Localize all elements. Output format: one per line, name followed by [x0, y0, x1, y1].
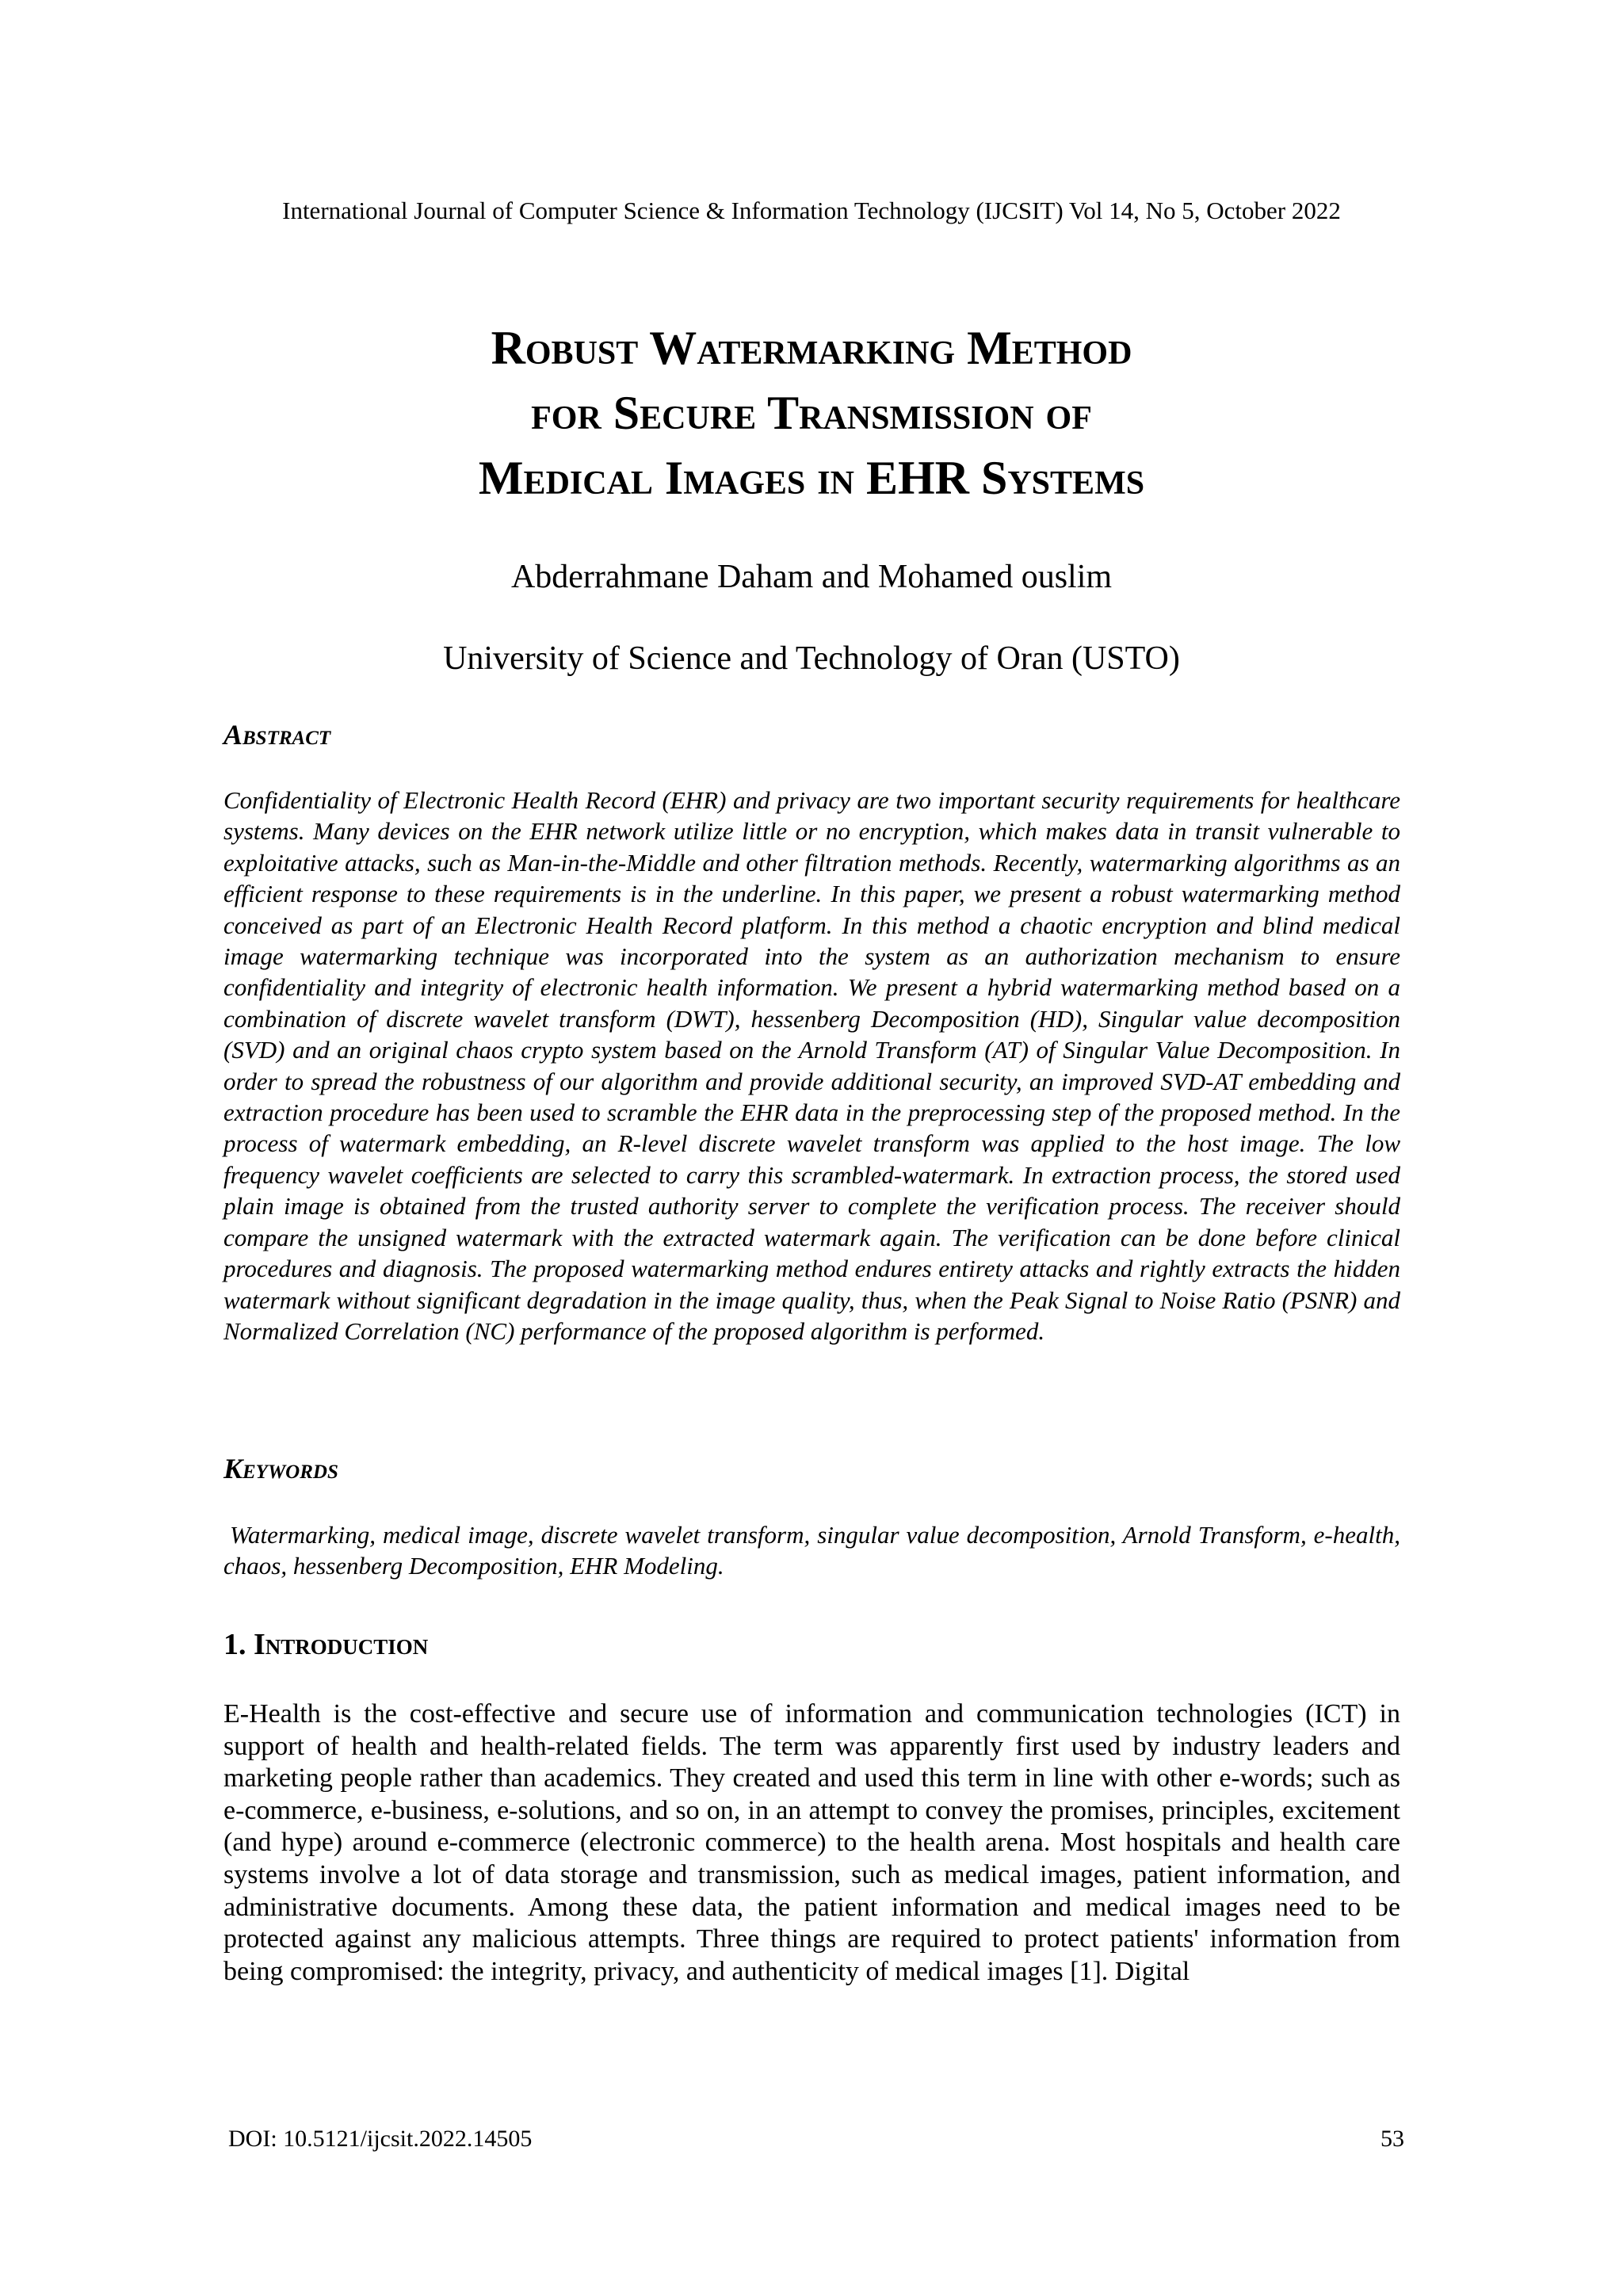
keywords-text: Watermarking, medical image, discrete wavelet transform, singular value decomposition, Arnold Transform, e-health, chaos, hessenberg Decomposition, EHR Modeling. [223, 1521, 1400, 1580]
affiliation: University of Science and Technology of Oran (USTO) [443, 640, 1180, 677]
abstract-text: Confidentiality of Electronic Health Record (EHR) and privacy are two important security requirements for healthcare systems. Many devices on the EHR network utilize little or no encryption, which makes data in transit vulnerable to exploitative attacks, such as Man-in-the-Middle and other filtration methods. Recently, watermarking algorithms as an efficient response to these requirements is in the underline. In this paper, we present a robust watermarking method conceived as part of an Electronic Health Record platform. In this method a chaotic encryption and blind medical image watermarking technique was incorporated into the system as an authorization mechanism to ensure confidentiality and integrity of electronic health information. We present a hybrid watermarking method based on a combination of discrete wavelet transform (DWT), hessenberg Decomposition (HD), Singular value decomposition (SVD) and an original chaos crypto system based on the Arnold Transform (AT) of Singular Value Decomposition. In order to spread the robustness of our algorithm and provide additional security, an improved SVD-AT embedding and extraction procedure has been used to scramble the EHR data in the preprocessing step of the proposed method. In the process of watermark embedding, an R-level discrete wavelet transform was applied to the host image. The low frequency wavelet coefficients are selected to carry this scrambled-watermark. In extraction process, the stored used plain image is obtained from the trusted authority server to complete the verification process. The receiver should compare the unsigned watermark with the extracted watermark again. The verification can be done before clinical procedures and diagnosis. The proposed watermarking method endures entirety attacks and rightly extracts the hidden watermark without significant degradation in the image quality, thus, when the Peak Signal to Noise Ratio (PSNR) and Normalized Correlation (NC) performance of the proposed algorithm is performed. [223, 786, 1400, 1345]
footer-doi: DOI: 10.5121/ijcsit.2022.14505 [228, 2126, 533, 2152]
keywords-heading: Keywords [223, 1453, 338, 1484]
journal-header: International Journal of Computer Science & Information Technology (IJCSIT) Vol 14, No 5, October 2022 [282, 197, 1341, 224]
title-line-3: Medical Images in EHR Systems [478, 452, 1145, 504]
paper-title [0, 315, 1623, 510]
introduction-heading: 1. Introduction [223, 1628, 429, 1661]
title-line-2: for Secure Transmission of [531, 387, 1092, 439]
introduction-text: E-Health is the cost-effective and secure use of information and communication technologies (ICT) in support of health and health-related fields. The term was apparently first used by industry leaders and marketing people rather than academics. They created and used this term in line with other e-words; such as e-commerce, e-business, e-solutions, and so on, in an attempt to convey the promises, principles, excitement (and hype) around e-commerce (electronic commerce) to the health arena. Most hospitals and health care systems involve a lot of data storage and transmission, such as medical images, patient information, and administrative documents. Among these data, the patient information and medical images need to be protected against any malicious attempts. Three things are required to protect patients' information from being compromised: the integrity, privacy, and authenticity of medical images [1]. Digital [223, 1699, 1400, 1986]
authors: Abderrahmane Daham and Mohamed ouslim [510, 559, 1113, 595]
abstract-heading: Abstract [223, 719, 331, 751]
page-number: 53 [1381, 2126, 1404, 2152]
title-line-1: Robust Watermarking Method [491, 322, 1132, 374]
